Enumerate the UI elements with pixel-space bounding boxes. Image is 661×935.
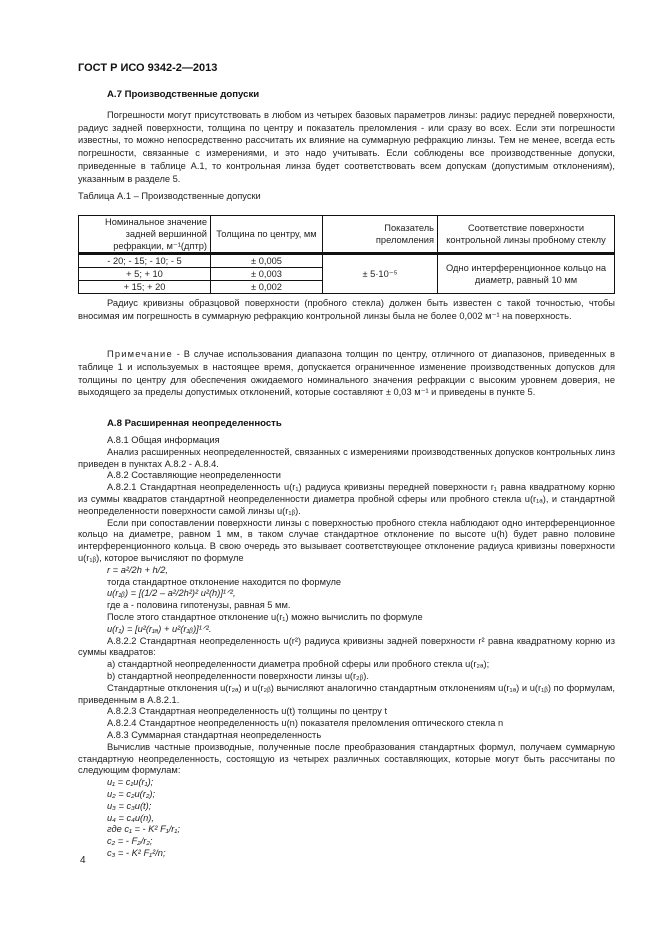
formula-line: u(r₁) = [u²(r₁ₐ) + u²(r₁ᵦ)]¹ᐟ².: [107, 623, 212, 634]
formula-line: где c₁ = - K² F₁/r₁;: [107, 824, 180, 835]
formula-line: c₃ = - K² F₁²/n;: [107, 847, 166, 858]
formula-line: c₂ = - F₂/r₂;: [107, 836, 153, 847]
table-cell: ± 0,005: [211, 254, 323, 268]
table-cell: ± 0,003: [211, 268, 323, 281]
formula-line: u₃ = c₃u(t);: [107, 800, 152, 811]
paragraph-text: тогда стандартное отклонение находится по формуле: [107, 576, 342, 587]
section-heading-a8: А.8 Расширенная неопределенность: [107, 418, 282, 429]
paragraph-test-glass: [78, 297, 615, 323]
tolerance-table: [78, 215, 615, 294]
paragraph-text: Погрешности могут присутствовать в любом из четырех базовых параметров линзы: радиус передней поверхности, радиус задней поверхности, толщина по центру и показатель преломления - или сразу во всех. Если эти погрешности известны, то можно непосредственно рассчитать их влияние на суммарную рефракцию линзы. Тем не менее, всегда есть погрешности, связанные с измерениями, и это надо учитывать. Если соблюдены все производственные допуски, приведенные в таблице А.1, то контрольная линза будет соответствовать всем допускам (допустимым отклонениям), указанным в разделе 5.: [78, 110, 615, 184]
note-label: Примечание: [107, 349, 173, 359]
table-cell: + 5; + 10: [79, 268, 211, 281]
header-cell: Соответствие поверхности контрольной линзы пробному стеклу: [438, 216, 615, 254]
header-cell: Толщина по центру, мм: [211, 216, 323, 254]
paragraph-text: А.8.3 Суммарная стандартная неопределенность: [107, 729, 322, 740]
formula-line: u(r₁ᵦ) = [(1/2 – a²/2h²)² u²(h)]¹ᐟ²,: [107, 588, 236, 599]
formula-line: u₁ = c₁u(r₁);: [107, 777, 154, 788]
paragraph-text: Если при сопоставлении поверхности линзы с поверхностью пробного стекла наблюдают одно интерференционное кольцо на диаметре, равном 1 мм, в таком случае стандартное отклонение по высоте u(h) будет равно половине интерференционного кольца. В свою очередь это вызывает соответствующее отклонение радиуса кривизны поверхности u(r₁ᵦ), которое вычисляют по формуле: [78, 517, 615, 563]
table-row: [79, 254, 615, 268]
paragraph-text: После этого стандартное отклонение u(r₁) можно вычислить по формуле: [107, 611, 423, 622]
paragraph-text: А.8.2.3 Стандартная неопределенность u(t) толщины по центру t: [107, 706, 388, 717]
paragraph-text: a) стандартной неопределенности диаметра пробной сферы или пробного стекла u(r₂ₐ);: [107, 659, 490, 670]
paragraph-text: А.8.1 Общая информация: [107, 435, 220, 445]
paragraph-text: Стандартные отклонения u(r₂ₐ) и u(r₂ᵦ) вычисляют аналогично стандартным отклонениям u(r₁ₐ) и u(r₁ᵦ) по формулам, приведенным в А.8.2.1.: [78, 682, 615, 705]
formula-line: r = a²/2h + h/2,: [107, 564, 168, 575]
note-text: - В случае использования диапазона толщин по центру, отличного от диапазонов, приведенных в таблице 1 и используемых в настоящее время, допускается ограниченное изменение производственных допусков для толщины по центру для обеспечения ожидаемого номинального значения рефракции с высоким уровнем доверия, не выходящего за пределы допустимых отклонений, которые составляют ± 0,03 м⁻¹ и приведены в пункте 5.: [78, 349, 615, 398]
paragraph-text: А.8.2.4 Стандартное неопределенность u(n) показателя преломления оптического стекла n: [107, 718, 504, 729]
formula-line: u₄ = c₄u(n),: [107, 812, 154, 823]
paragraph-text: где a - половина гипотенузы, равная 5 мм.: [107, 600, 291, 611]
paragraph-text: b) стандартной неопределенности поверхности линзы u(r₂ᵦ).: [107, 670, 369, 681]
header-cell: Номинальное значение задней вершинной рефракции, м⁻¹(дптр): [79, 216, 211, 254]
paragraph-text: Вычислив частные производные, полученные после преобразования стандартных формул, получаем суммарную стандартную неопределенность, состоящую из четырех различных составляющих, которые могут быть рассчитаны по следующим формулам:: [78, 741, 615, 776]
note: [78, 348, 615, 399]
page-number: 4: [80, 855, 86, 866]
table-header-row: [79, 216, 615, 254]
formula-line: u₂ = c₂u(r₂);: [107, 788, 156, 799]
table-caption: Таблица А.1 – Производственные допуски: [78, 191, 261, 201]
paragraph-text: Радиус кривизны образцовой поверхности (пробного стекла) должен быть известен с такой точностью, чтобы вносимая им погрешность в суммарную рефракцию контрольной линзы была не более 0,002 м⁻¹ на поверхность.: [78, 298, 615, 322]
table-cell: + 15; + 20: [79, 281, 211, 294]
section-heading-a7: А.7 Производственные допуски: [107, 89, 260, 100]
header-cell: Показатель преломления: [323, 216, 438, 254]
paragraph-text: Анализ расширенных неопределенностей, связанных с измерениями производственных допусков контрольных линз приведен в пунктах А.8.2 - А.8.4.: [78, 446, 615, 469]
section-a8-body: [78, 435, 615, 860]
table-cell: - 20; - 15; - 10; - 5: [79, 254, 211, 268]
paragraph-a7-intro: [78, 109, 615, 185]
table-cell: ± 0,002: [211, 281, 323, 294]
paragraph-text: А.8.2 Составляющие неопределенности: [107, 470, 281, 481]
table-cell-refraction-index: ± 5·10⁻⁵: [323, 254, 438, 294]
table-cell-surface-match: Одно интерференционное кольцо на диаметр, равный 10 мм: [438, 254, 615, 294]
paragraph-text: А.8.2.1 Стандартная неопределенность u(r₁) радиуса кривизны передней поверхности r₁ равна квадратному корню из суммы квадратов стандартной неопределенности диаметра пробной сферы или пробного стекла u(r₁ₐ), и стандартной неопределенности поверхности самой линзы u(r₁ᵦ).: [78, 482, 615, 516]
document-code: ГОСТ Р ИСО 9342-2—2013: [78, 62, 218, 74]
paragraph-text: А.8.2.2 Стандартная неопределенность u(r²) радиуса кривизны задней поверхности r² равна квадратному корню из суммы квадратов:: [78, 635, 615, 658]
